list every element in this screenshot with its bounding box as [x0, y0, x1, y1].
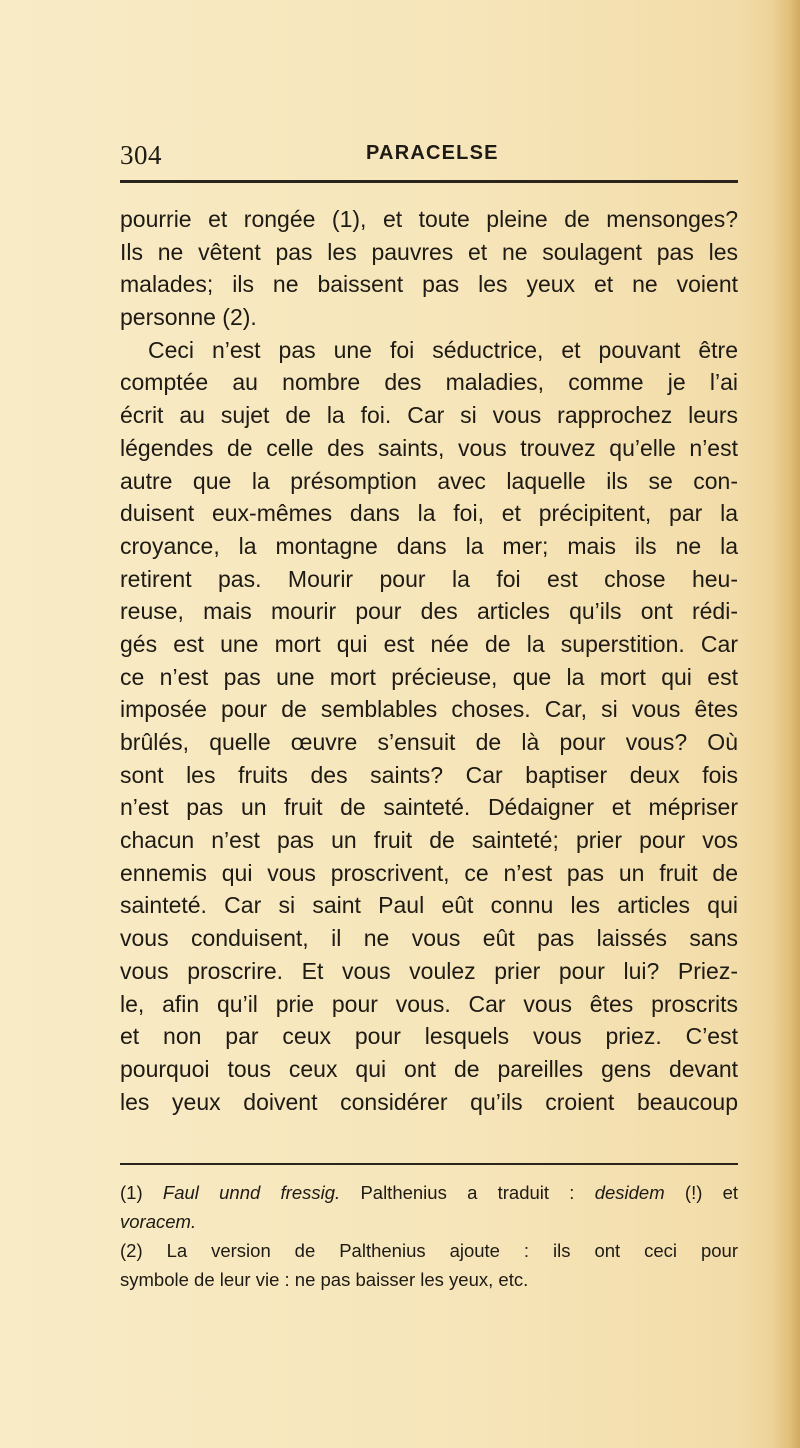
- text-line: sainteté. Car si saint Paul eût connu les articles qui: [120, 892, 738, 919]
- text-line: retirent pas. Mourir pour la foi est chose heu-: [120, 565, 738, 592]
- text-line: croyance, la montagne dans la mer; mais ils ne la: [120, 532, 738, 559]
- footnote-term: Faul unnd fressig.: [162, 1182, 341, 1203]
- page-number: 304: [120, 140, 162, 170]
- text-line: chacun n’est pas un fruit de sainteté; prier pour vos: [120, 827, 738, 854]
- text-line: ennemis qui vous proscrivent, ce n’est pas un fruit de: [120, 859, 738, 886]
- text-line: ce n’est pas une mort précieuse, que la mort qui est: [120, 663, 738, 690]
- main-text: [120, 203, 738, 1118]
- text-line: brûlés, quelle œuvre s’ensuit de là pour vous? Où: [120, 729, 738, 755]
- text-line: gés est une mort qui est née de la superstition. Car: [120, 630, 738, 657]
- text-line: le, afin qu’il prie pour vous. Car vous êtes proscrits: [120, 990, 738, 1017]
- footnote-rule: [120, 1163, 738, 1165]
- text-line: duisent eux-mêmes dans la foi, et précipitent, par la: [120, 500, 738, 527]
- footnote-2-cont: symbole de leur vie : ne pas baisser les yeux, etc.: [120, 1269, 529, 1290]
- text-line: écrit au sujet de la foi. Car si vous rapprochez leurs: [120, 402, 738, 429]
- footnote-1: [120, 1178, 738, 1207]
- footnotes: [120, 1178, 738, 1294]
- text-line: imposée pour de semblables choses. Car, si vous êtes: [120, 696, 738, 723]
- text-line: Ceci n’est pas une foi séductrice, et pouvant être: [148, 336, 738, 363]
- text-line: Ils ne vêtent pas les pauvres et ne soulagent pas les: [120, 238, 738, 265]
- text-line: vous conduisent, il ne vous eût pas laissés sans: [120, 925, 738, 952]
- text-line: n’est pas un fruit de sainteté. Dédaigner et mépriser: [120, 794, 738, 821]
- footnote-marker: (1): [120, 1182, 143, 1203]
- text-line: autre que la présomption avec laquelle ils se con-: [120, 467, 738, 494]
- text-line: vous proscrire. Et vous voulez prier pour lui? Priez-: [120, 957, 738, 984]
- text-line: sont les fruits des saints? Car baptiser deux fois: [120, 761, 738, 788]
- text-line: malades; ils ne baissent pas les yeux et ne voient: [120, 271, 738, 298]
- text-line: pourquoi tous ceux qui ont de pareilles gens devant: [120, 1055, 738, 1082]
- footnote-latin: desidem: [594, 1182, 665, 1203]
- footnote-2: (2) La version de Palthenius ajoute : ils ont ceci pour: [120, 1240, 738, 1261]
- text-line: pourrie et rongée (1), et toute pleine de mensonges?: [120, 206, 738, 232]
- footnote-text: Palthenius a traduit :: [360, 1182, 575, 1203]
- text-line: les yeux doivent considérer qu’ils croient beaucoup: [120, 1088, 738, 1115]
- header-rule: [120, 180, 738, 183]
- footnote-text: (!) et: [684, 1182, 739, 1203]
- page-edge-shadow: [772, 0, 800, 1448]
- running-title: PARACELSE: [366, 142, 499, 164]
- text-line: comptée au nombre des maladies, comme je l’ai: [120, 369, 738, 396]
- text-line: personne (2).: [120, 304, 257, 331]
- text-line: reuse, mais mourir pour des articles qu’ils ont rédi-: [120, 598, 738, 625]
- text-line: légendes de celle des saints, vous trouvez qu’elle n’est: [120, 434, 738, 461]
- footnote-1-cont: [120, 1207, 738, 1236]
- page-header: [120, 140, 738, 174]
- text-line: et non par ceux pour lesquels vous priez. C’est: [120, 1023, 738, 1050]
- footnote-latin: voracem.: [120, 1211, 197, 1232]
